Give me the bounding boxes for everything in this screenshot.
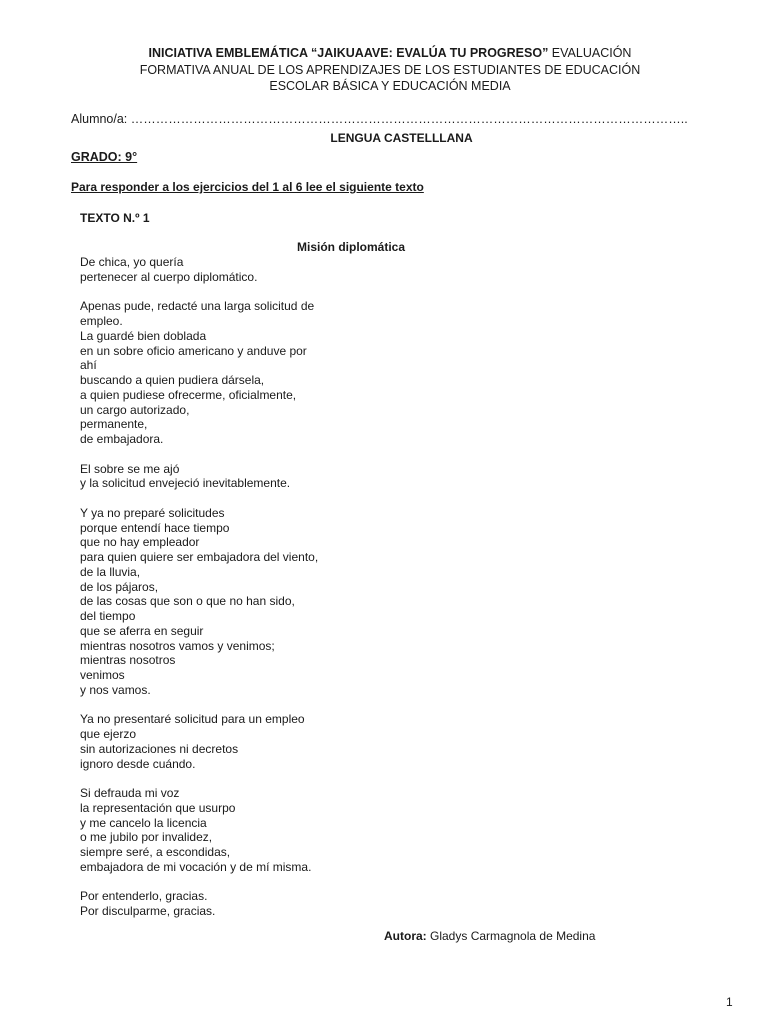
poem-line: La guardé bien doblada [80, 328, 207, 343]
poem-line: empleo. [80, 314, 123, 328]
poem-line: ignoro desde cuándo. [80, 756, 196, 771]
poem-line: de embajadora. [80, 432, 164, 446]
poem-line: buscando a quien pudiera dársela, [80, 373, 265, 387]
poem-title: Misión diplomática [297, 240, 406, 254]
poem-line: de la lluvia, [80, 564, 141, 579]
poem-line: del tiempo [80, 609, 136, 623]
instruction-text: Para responder a los ejercicios del 1 al 6 lee el siguiente texto [71, 180, 424, 194]
poem-line: para quien quiere ser embajadora del viento, [80, 550, 319, 564]
poem-author [384, 929, 595, 943]
header-initiative: INICIATIVA EMBLEMÁTICA “JAIKUAAVE: EVALÚA TU PROGRESO” [148, 46, 549, 60]
poem-line: De chica, yo quería [80, 255, 184, 269]
poem-line: Si defrauda mi voz [80, 786, 180, 800]
author-name: Gladys Carmagnola de Medina [426, 929, 596, 943]
subject-title: LENGUA CASTELLLANA [330, 131, 473, 145]
poem-line: porque entendí hace tiempo [80, 520, 230, 535]
header-line-3: ESCOLAR BÁSICA Y EDUCACIÓN MEDIA [269, 79, 511, 93]
poem-line: permanente, [80, 417, 148, 432]
document-header [60, 45, 720, 95]
poem-line: la representación que usurpo [80, 800, 236, 815]
poem-stanza [80, 299, 318, 447]
poem-line: y la solicitud envejeció inevitablemente. [80, 476, 291, 491]
poem-line: embajadora de mi vocación y de mí misma. [80, 859, 312, 874]
poem-line: pertenecer al cuerpo diplomático. [80, 269, 258, 284]
poem-line: de los pájaros, [80, 579, 159, 594]
poem-line: que no hay empleador [80, 535, 200, 550]
poem-line: Y ya no preparé solicitudes [80, 505, 225, 520]
poem-body [80, 255, 318, 934]
poem-line: en un sobre oficio americano y anduve por [80, 343, 307, 358]
poem-line: que ejerzo [80, 727, 137, 741]
poem-stanza [80, 786, 318, 875]
poem-line: mientras nosotros [80, 653, 176, 668]
poem-line: un cargo autorizado, [80, 402, 190, 417]
poem-stanza [80, 255, 318, 285]
grade-label: GRADO: 9° [71, 150, 138, 164]
poem-line: Por disculparme, gracias. [80, 904, 216, 918]
poem-line: siempre seré, a escondidas, [80, 845, 231, 859]
page-number: 1 [726, 995, 733, 1009]
header-evaluation: EVALUACIÓN [548, 46, 632, 60]
poem-line: ahí [80, 358, 97, 373]
poem-line: o me jubilo por invalidez, [80, 830, 213, 845]
text-number-label: TEXTO N.º 1 [80, 211, 150, 225]
poem-line: Apenas pude, redacté una larga solicitud de [80, 299, 315, 314]
header-line-2: FORMATIVA ANUAL DE LOS APRENDIZAJES DE LOS ESTUDIANTES DE EDUCACIÓN [139, 62, 641, 77]
poem-line: mientras nosotros vamos y venimos; [80, 638, 275, 653]
poem-stanza [80, 889, 318, 919]
poem-stanza [80, 462, 318, 492]
poem-line: venimos [80, 668, 125, 682]
poem-line: El sobre se me ajó [80, 461, 180, 476]
poem-stanza [80, 506, 318, 698]
student-name-field: Alumno/a: …………………………………………………………………………………………………………………….. [71, 112, 688, 126]
poem-line: a quien pudiese ofrecerme, oficialmente, [80, 387, 297, 402]
poem-line: de las cosas que son o que no han sido, [80, 594, 295, 609]
poem-line: sin autorizaciones ni decretos [80, 741, 239, 756]
author-label: Autora: [384, 929, 427, 943]
poem-line: y me cancelo la licencia [80, 815, 207, 830]
poem-stanza [80, 712, 318, 771]
poem-line: que se aferra en seguir [80, 623, 204, 638]
poem-line: Por entenderlo, gracias. [80, 889, 208, 904]
poem-line: Ya no presentaré solicitud para un empleo [80, 712, 305, 727]
header-line-1 [60, 45, 720, 62]
poem-line: y nos vamos. [80, 682, 151, 697]
